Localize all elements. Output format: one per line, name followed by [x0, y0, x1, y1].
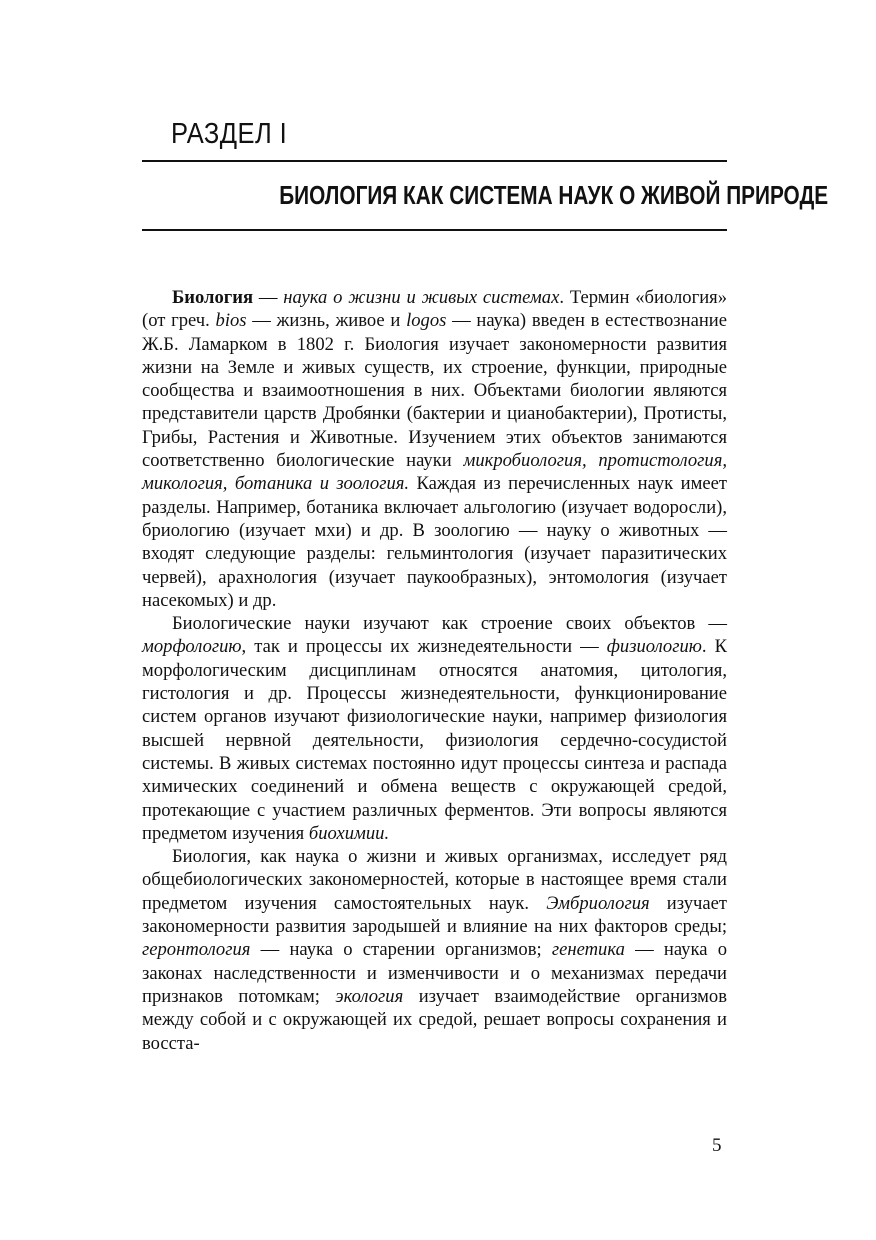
text-run: изучает взаимодействие организмов между собой и с окружающей их средой, решает вопросы сохранения и восста- — [142, 985, 727, 1054]
bold-term: Биология — [172, 287, 254, 308]
page-number: 5 — [712, 1135, 722, 1156]
text-run: . Термин «биология» (от греч. — [142, 287, 728, 332]
section-label: РАЗДЕЛ I — [171, 118, 288, 150]
italic-term: Эмбриология — [546, 892, 650, 914]
italic-term: logos — [406, 310, 447, 332]
chapter-title-text: БИОЛОГИЯ КАК СИСТЕМА НАУК О ЖИВОЙ ПРИРОДЕ — [279, 180, 829, 210]
italic-term: bios — [215, 310, 247, 332]
title-divider — [142, 229, 727, 231]
chapter-title — [142, 180, 829, 211]
text-run: — наука о законах наследственности и изменчивости и о механизмах передачи признаков потомкам; — [142, 939, 727, 1007]
text-run: изучает закономерности развития зародышей и влияние на них факторов среды; — [142, 892, 727, 938]
italic-term: экология — [335, 985, 404, 1007]
italic-term: биохимии. — [308, 822, 390, 844]
paragraph — [142, 845, 727, 1055]
text-run: Биология, как наука о жизни и живых организмах, исследует ряд общебиологических закономерностей, которые в настоящее время стали предметом изучения самостоятельных наук. — [142, 846, 727, 914]
text-run: Биологические науки изучают как строение своих объектов — — [172, 613, 727, 635]
text-run: . К морфологическим дисциплинам относятся анатомия, цитология, гистология и др. Процессы жизнедеятельности, функционирование систем органов изучают физиологические науки, например физиология высшей нервной деятельности, физиология сердечно-сосудистой системы. В живых системах постоянно идут процессы синтеза и распада химических соединений и обмена веществ с окружающей средой, протекающие с участием различных ферментов. Эти вопросы являются предметом изучения — [142, 636, 728, 844]
body-text — [142, 286, 727, 1055]
italic-term: физиологию — [606, 636, 702, 658]
text-run: , так и процессы их жизнедеятельности — — [241, 636, 607, 658]
text-run: — наука о старении организмов; — [250, 939, 552, 961]
text-run: — — [253, 287, 284, 308]
text-run: — жизнь, живое и — [246, 310, 407, 332]
text-run: Каждая из перечисленных наук имеет разделы. Например, ботаника включает альгологию (изучает водоросли), бриологию (изучает мхи) и др. В зоологию — науку о животных — входят следующие разделы: гельминтология (изучает паразитических червей), арахнология (изучает паукообразных), энтомология (изучает насекомых) и др. — [142, 473, 727, 611]
italic-term: микробиология, протистология, микология, ботаника и зоология. — [142, 450, 727, 495]
italic-term: наука о жизни и живых системах — [283, 287, 560, 308]
italic-term: генетика — [551, 939, 625, 961]
paragraph — [142, 612, 727, 845]
top-divider — [142, 160, 727, 162]
paragraph — [142, 286, 727, 612]
italic-term: геронтология — [142, 939, 251, 961]
text-run: — наука) введен в естествознание Ж.Б. Ламарком в 1802 г. Биология изучает закономерности развития жизни на Земле и живых существ, их строение, функции, природные сообщества и взаимоотношения в них. Объектами биологии являются представители царств Дробянки (бактерии и цианобактерии), Протисты, Грибы, Растения и Животные. Изучением этих объектов занимаются соответственно биологические науки — [142, 310, 727, 472]
italic-term: морфологию — [142, 636, 242, 658]
